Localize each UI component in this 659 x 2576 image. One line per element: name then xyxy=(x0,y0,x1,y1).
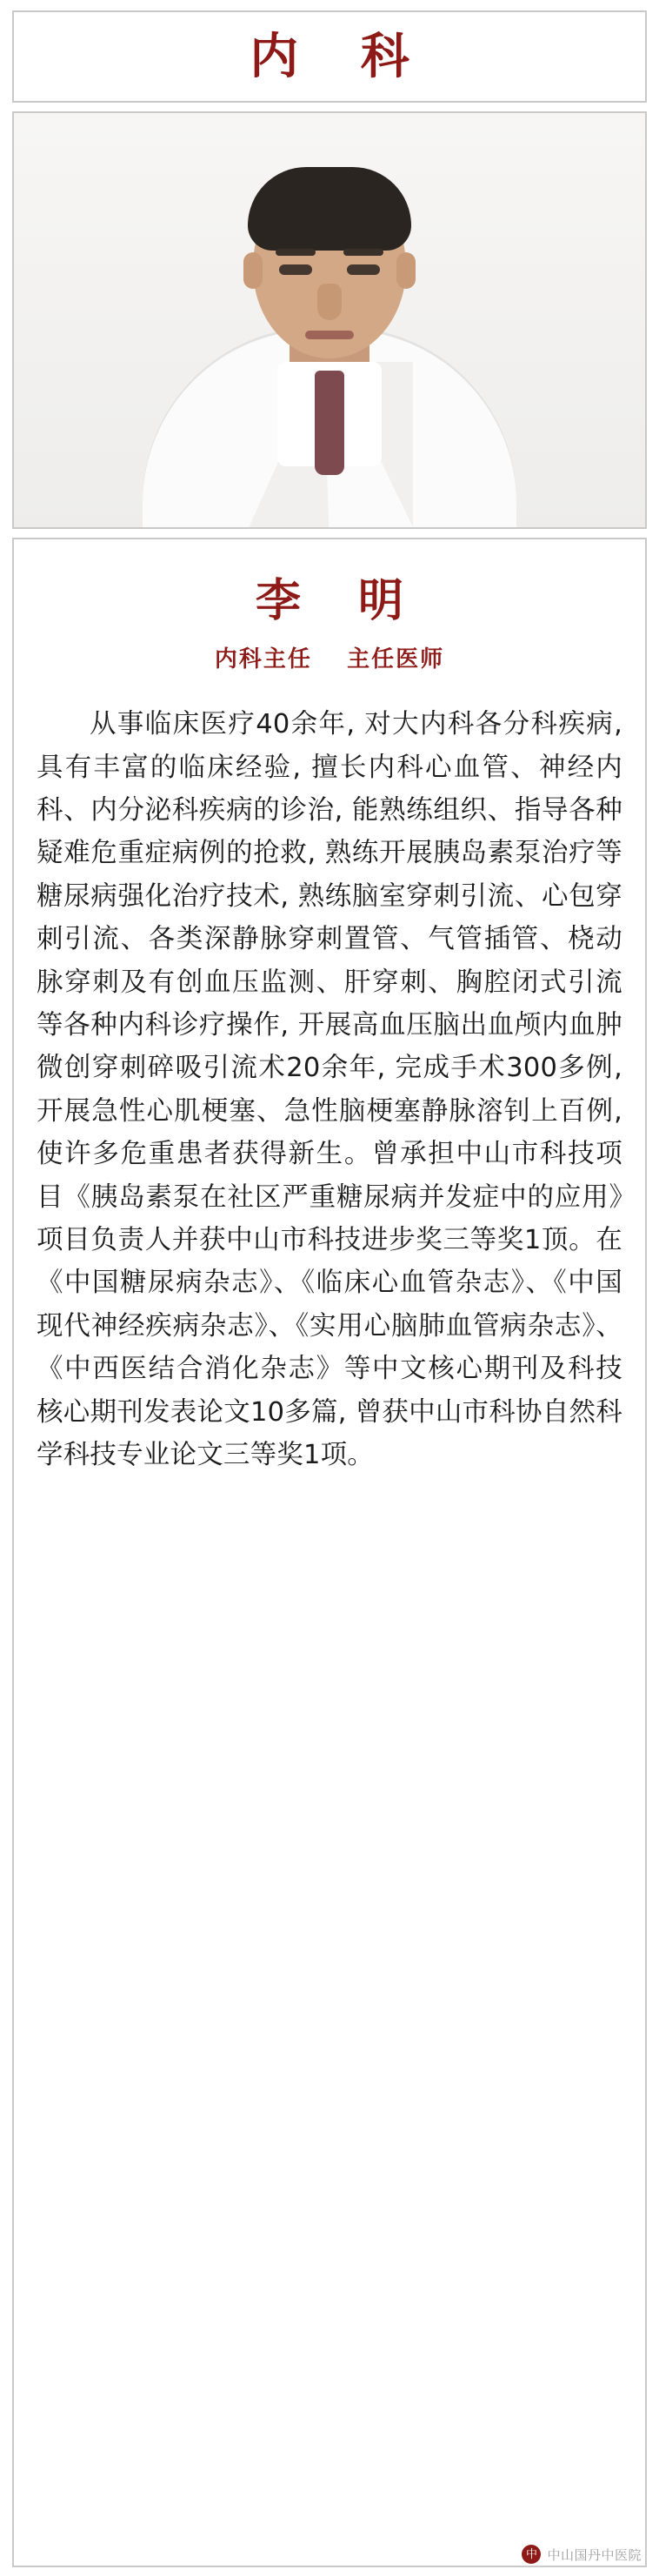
portrait-eye-left xyxy=(279,264,312,275)
portrait-nose xyxy=(317,284,342,320)
portrait-tie xyxy=(315,371,344,475)
doctor-photo xyxy=(12,111,647,529)
portrait-eye-right xyxy=(347,264,380,275)
doctor-info-panel xyxy=(12,538,647,2567)
footer-watermark xyxy=(522,2545,642,2564)
department-title: 内 科 xyxy=(250,28,432,85)
portrait-ear-left xyxy=(243,252,263,289)
doctor-role: 内科主任 xyxy=(214,646,312,673)
doctor-name: 李 明 xyxy=(255,574,425,627)
portrait-ear-right xyxy=(396,252,416,289)
doctor-rank: 主任医师 xyxy=(347,646,445,673)
portrait-illustration xyxy=(14,113,645,527)
doctor-titles xyxy=(37,641,622,673)
department-banner xyxy=(12,10,647,103)
portrait-hair xyxy=(248,167,411,251)
hospital-logo-icon: 中 xyxy=(522,2545,541,2564)
doctor-biography: 从事临床医疗40余年, 对大内科各分科疾病, 具有丰富的临床经验, 擅长内科心血管、神经内科、内分泌科疾病的诊治, 能熟练组织、指导各种疑难危重症病例的抢救, 熟练开展胰岛素泵治疗等糖尿病强化治疗技术, 熟练脑室穿刺引流、心包穿刺引流、各类深静脉穿刺置管、气管插管、桡动脉穿刺及有创血压监测、肝穿刺、胸腔闭式引流等各种内科诊疗操作, 开展高血压脑出血颅内血肿微创穿刺碎吸引流术20余年, 完成手术300多例, 开展急性心肌梗塞、急性脑梗塞静脉溶钊上百例, 使许多危重患者获得新生。曾承担中山市科技项目《胰岛素泵在社区严重糖尿病并发症中的应用》项目负责人并获中山市科技进步奖三等奖1顶。在《中国糖尿病杂志》、《临床心血管杂志》、《中国现代神经疾病杂志》、《实用心脑肺血管病杂志》、《中西医结合消化杂志》等中文核心期刊及科技核心期刊发表论文10多篇, 曾获中山市科协自然科学科技专业论文三等奖1项。 xyxy=(37,709,622,1471)
portrait-mouth xyxy=(305,331,354,339)
portrait-brow-left xyxy=(276,249,316,256)
hospital-name: 中山国丹中医院 xyxy=(547,2546,642,2563)
portrait-brow-right xyxy=(343,249,383,256)
